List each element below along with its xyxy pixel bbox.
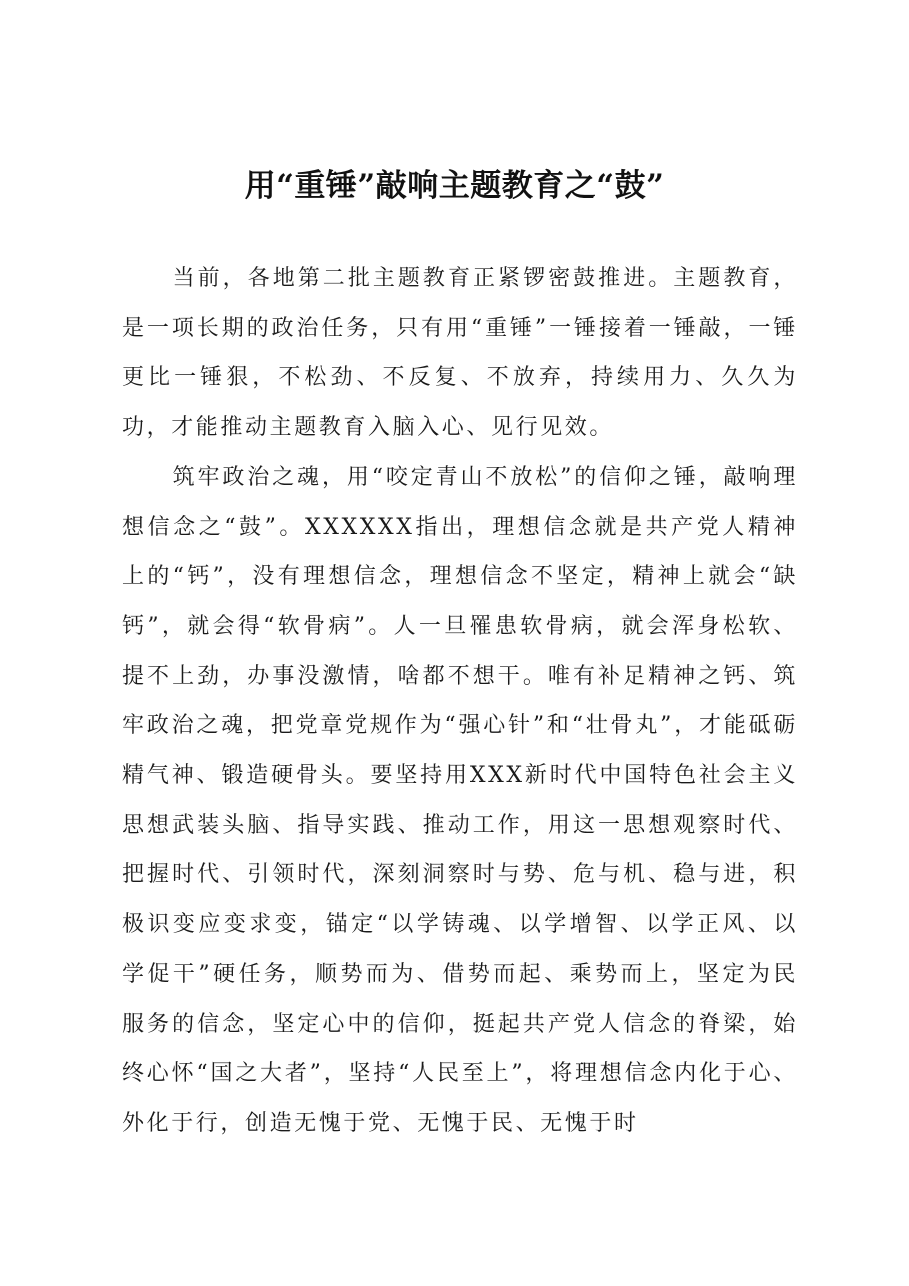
paragraph-intro: 当前，各地第二批主题教育正紧锣密鼓推进。主题教育，是一项长期的政治任务，只有用“重锤”一锤接着一锤敲，一锤更比一锤狠，不松劲、不反复、不放弃，持续用力、久久为功，才能推动主题教育入脑入心、见行见效。 [122,266,798,441]
document-title: 用“重锤”敲响主题教育之“鼓” [244,168,665,204]
paragraph-political-soul: 筑牢政治之魂，用“咬定青山不放松”的信仰之锤，敲响理想信念之“鼓”。XXXXXX指出，理想信念就是共产党人精神上的“钙”，没有理想信念，理想信念不坚定，精神上就会“缺钙”，就会得“软骨病”。人一旦罹患软骨病，就会浑身松软、提不上劲，办事没激情，啥都不想干。唯有补足精神之钙、筑牢政治之魂，把党章党规作为“强心针”和“壮骨丸”，才能砥砺精气神、锻造硬骨头。要坚持用XXX新时代中国特色社会主义思想武装头脑、指导实践、推动工作，用这一思想观察时代、把握时代、引领时代，深刻洞察时与势、危与机、稳与进，积极识变应变求变，锚定“以学铸魂、以学增智、以学正风、以学促干”硬任务，顺势而为、借势而起、乘势而上，坚定为民服务的信念，坚定心中的信仰，挺起共产党人信念的脊梁，始终心怀“国之大者”，坚持“人民至上”，将理想信念内化于心、外化于行，创造无愧于党、无愧于民、无愧于时 [122,464,798,1136]
document-body [122,254,798,1149]
